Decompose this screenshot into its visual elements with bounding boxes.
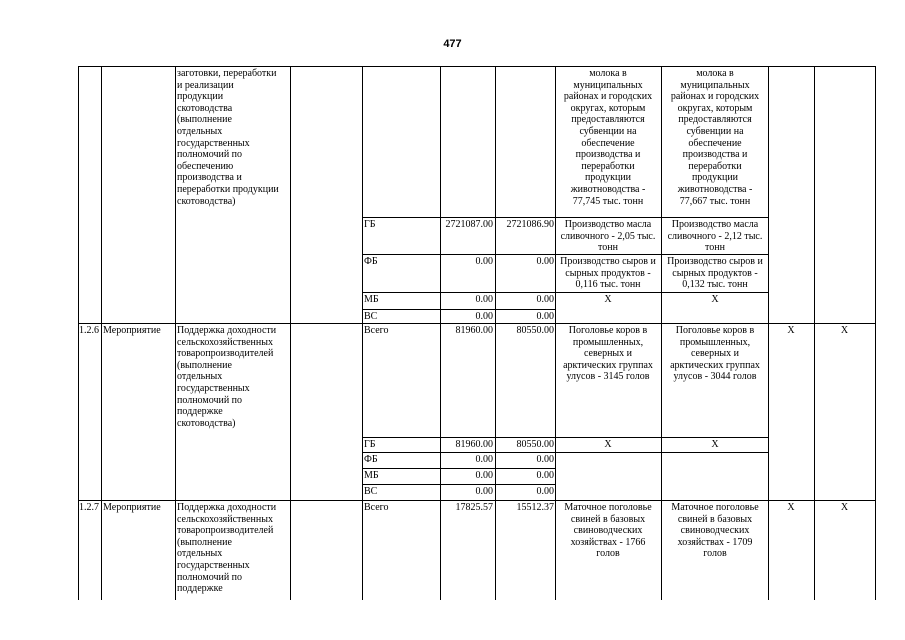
funding-source-mb: МБ [364,470,379,481]
amount-fact-mb: 0.00 [536,470,554,481]
indicator-2024-gb: Производство масла сливочного - 2,12 тыс. тонн [667,219,763,254]
amount-plan-mb: 0.00 [475,294,493,305]
indicator-2023: Маточное поголовье свиней в базовых свиноводческих хозяйствах - 1766 голов [564,502,652,560]
amount-plan-fb: 0.00 [475,256,493,267]
indicator-2023-cont: молока в муниципальных районах и городских округах, которым предоставляются субвенции на обеспечение производства и переработки продукции животноводства - 77,745 тыс. тонн [563,68,653,207]
indicator-2023-fb: Производство сыров и сырных продуктов - 0,116 тыс. тонн [560,256,656,291]
amount-fact-vs: 0.00 [536,311,554,322]
amount-fact-fb: 0.00 [536,256,554,267]
amount-fact-gb: 80550.00 [516,439,554,450]
amount-plan-total: 17825.57 [455,502,493,513]
amount-fact-gb: 2721086.90 [506,219,554,230]
amount-plan-fb: 0.00 [475,454,493,465]
indicator-2024: Маточное поголовье свиней в базовых свиноводческих хозяйствах - 1709 голов [671,502,759,560]
amount-fact-mb: 0.00 [536,294,554,305]
amount-plan-gb: 81960.00 [455,439,493,450]
mark-x-1: Х [787,325,795,336]
row-number: 1.2.7 [79,502,99,513]
amount-fact-total: 80550.00 [516,325,554,336]
amount-fact-total: 15512.37 [516,502,554,513]
amount-plan-gb: 2721087.00 [445,219,493,230]
mark-x-2: Х [840,502,849,513]
funding-source-vs: ВС [364,311,378,322]
funding-source-total: Всего [364,502,389,513]
indicator-2023-mb: Х [604,294,612,305]
indicator-2023-gb: Производство масла сливочного - 2,05 тыс. тонн [560,219,656,254]
amount-fact-fb: 0.00 [536,454,554,465]
amount-plan-mb: 0.00 [475,470,493,481]
indicator-2024: Поголовье коров в промышленных, северных и арктических группах улусов - 3044 голов [670,325,760,383]
amount-plan-total: 81960.00 [455,325,493,336]
mark-x-1: Х [787,502,795,513]
funding-source-fb: ФБ [364,454,378,465]
mark-x-2: Х [840,325,849,336]
page-number: 477 [443,38,462,50]
measure-name-cont: заготовки, переработки и реализации продукции скотоводства (выполнение отдельных государственных полномочий по обеспечению производства и переработки продукции скотоводства) [177,68,279,207]
amount-plan-vs: 0.00 [475,486,493,497]
funding-source-gb: ГБ [364,219,376,230]
amount-plan-vs: 0.00 [475,311,493,322]
funding-source-total: Всего [364,325,389,336]
measure-name: Поддержка доходности сельскохозяйственных товаропроизводителей (выполнение отдельных государственных полномочий по поддержке скотоводства) [177,325,277,429]
indicator-2023-gb: Х [604,439,612,450]
measure-name: Поддержка доходности сельскохозяйственных товаропроизводителей (выполнение отдельных государственных полномочий по поддержке [177,502,277,595]
indicator-2024-mb: Х [711,294,719,305]
row-number: 1.2.6 [79,325,99,336]
indicator-2024-fb: Производство сыров и сырных продуктов - 0,132 тыс. тонн [667,256,763,291]
funding-source-gb: ГБ [364,439,376,450]
indicator-2024-gb: Х [711,439,719,450]
row-type: Мероприятие [103,325,161,336]
amount-fact-vs: 0.00 [536,486,554,497]
funding-source-vs: ВС [364,486,378,497]
indicator-2024-cont: молока в муниципальных районах и городских округах, которым предоставляются субвенции на обеспечение производства и переработки продукции животноводства - 77,667 тыс. тонн [670,68,760,207]
indicator-2023: Поголовье коров в промышленных, северных и арктических группах улусов - 3145 голов [563,325,653,383]
funding-source-fb: ФБ [364,256,378,267]
row-type: Мероприятие [103,502,161,513]
funding-source-mb: МБ [364,294,379,305]
